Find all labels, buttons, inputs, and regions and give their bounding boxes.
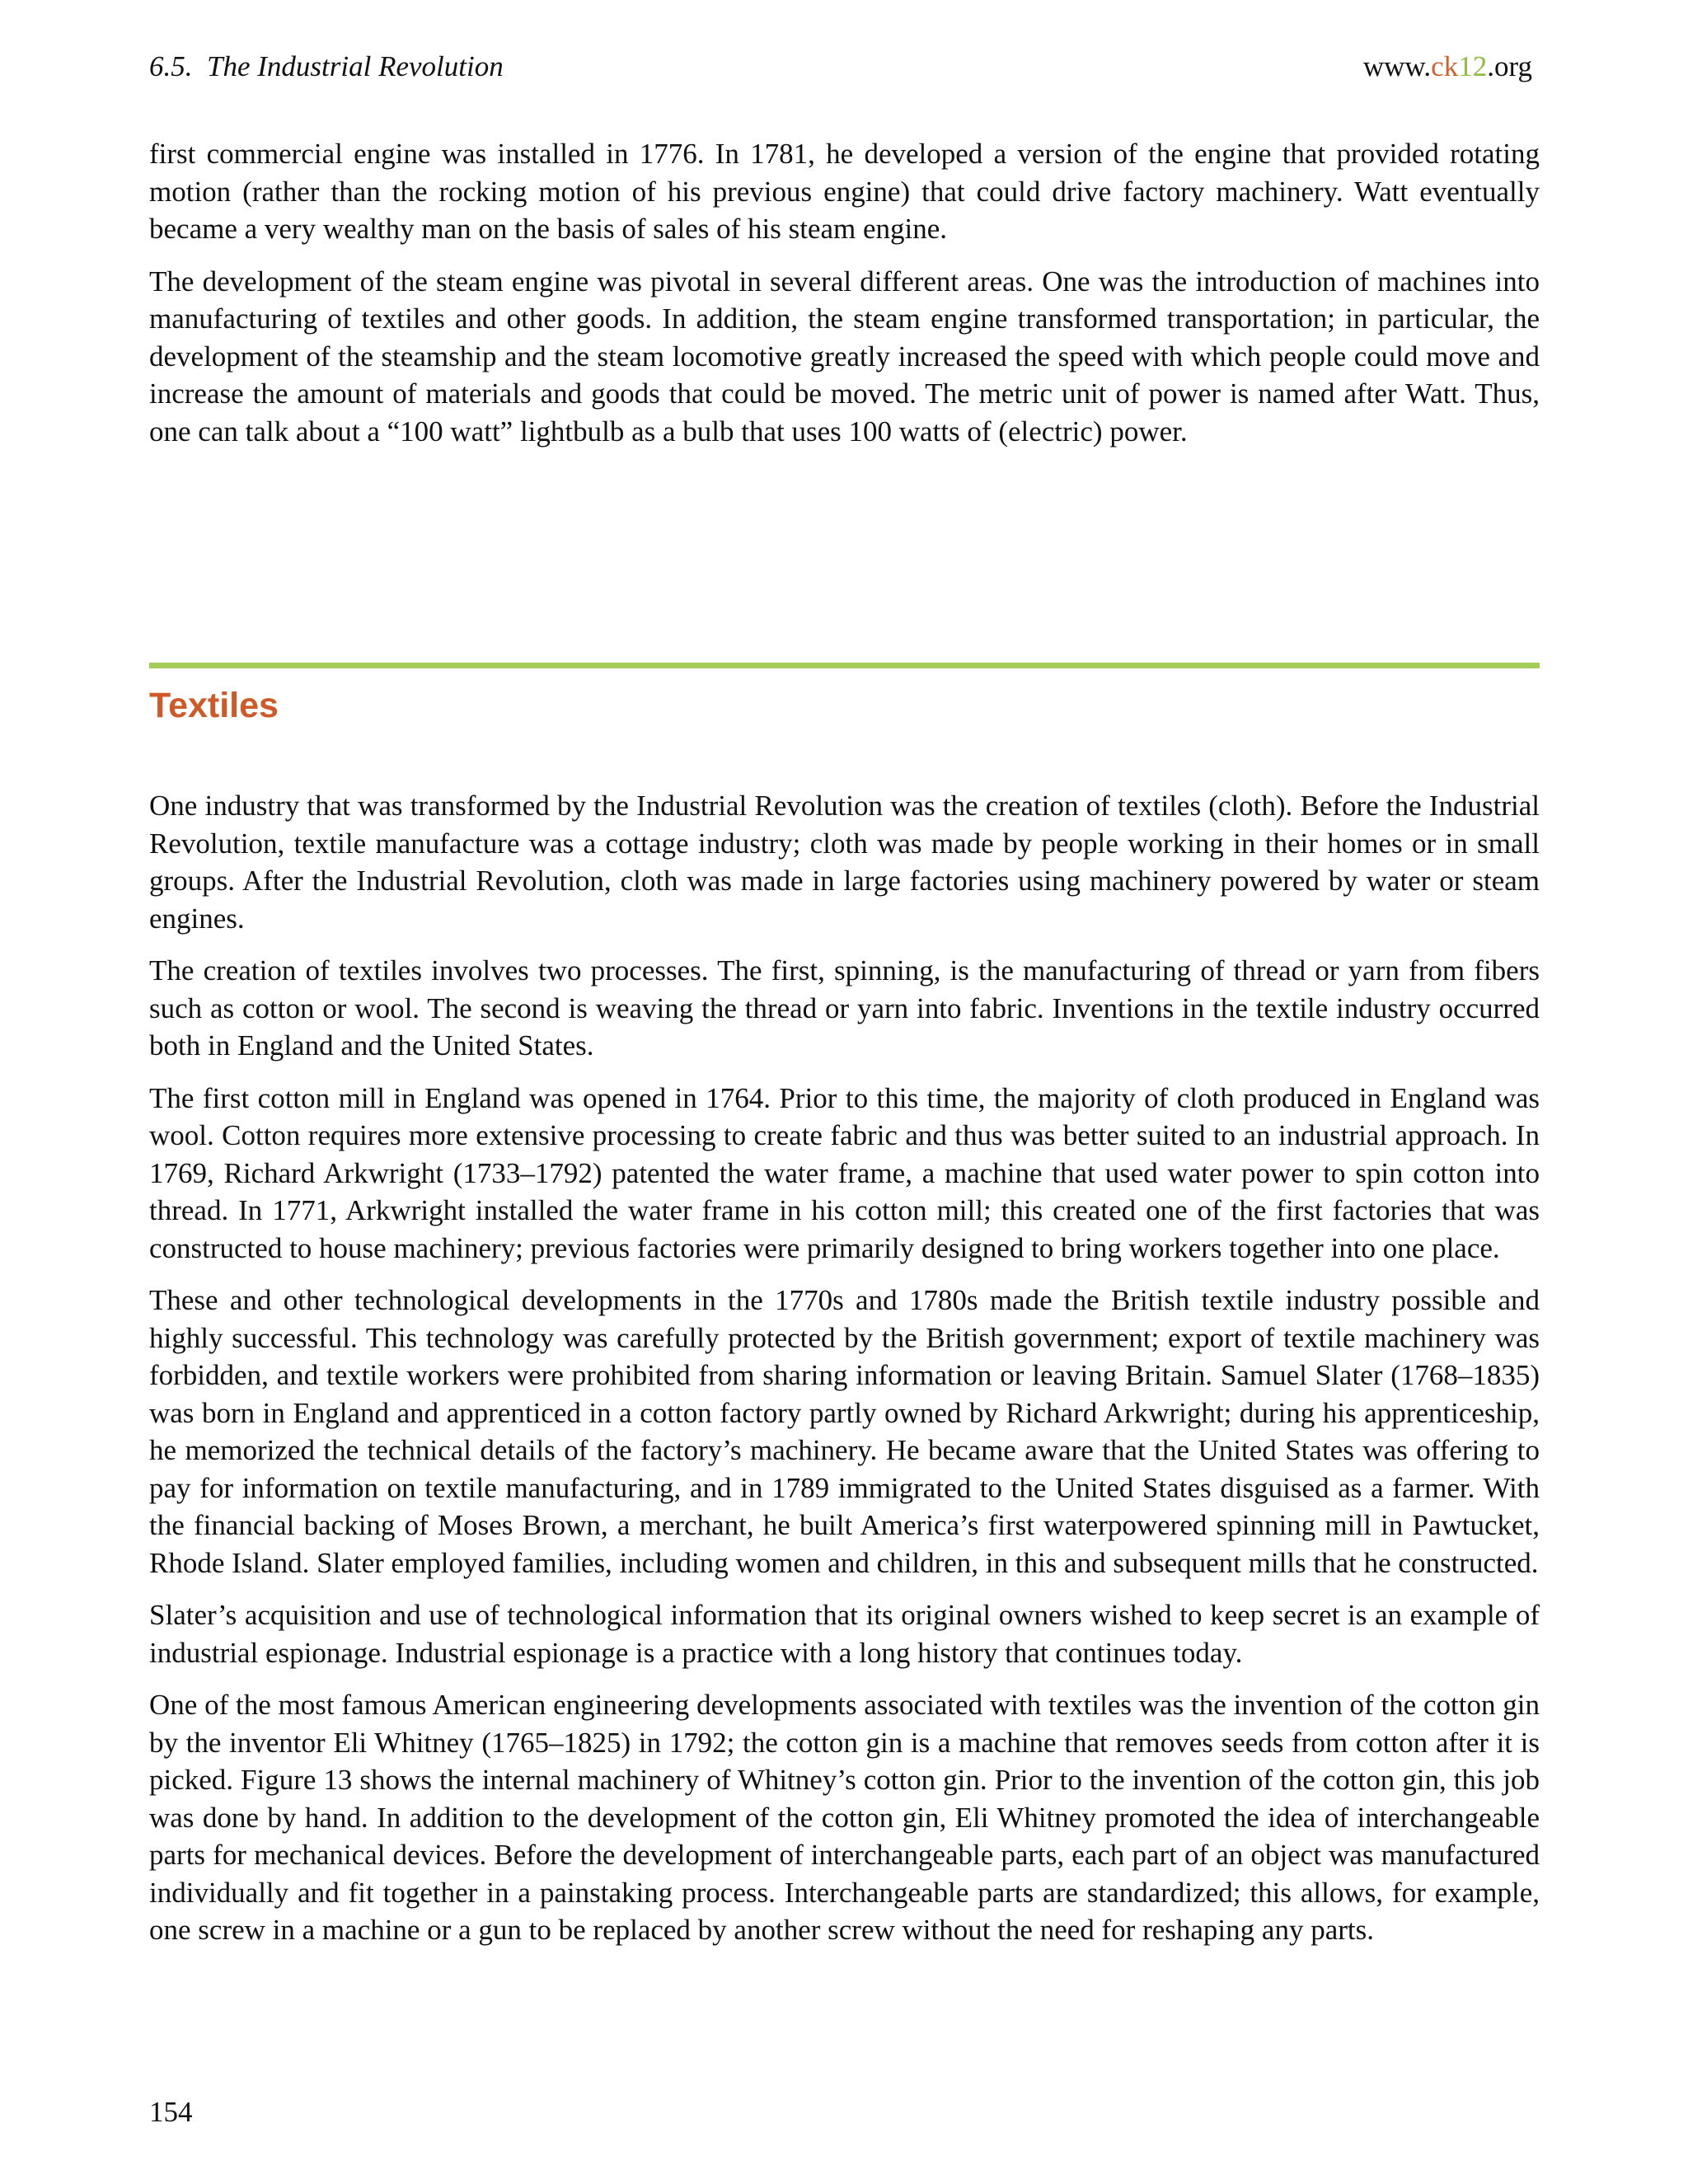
site-url-prefix: www. — [1362, 50, 1432, 82]
paragraph: The development of the steam engine was pivotal in several different areas. One was the introduction of machines into manufacturing of textiles and other goods. In addition, the steam engine transformed transportation; in particular, the development of the steamship and the steam locomotive greatly increased the speed with which people could move and increase the amount of materials and goods that could be moved. The metric unit of power is named after Watt. Thus, one can talk about a “100 watt” lightbulb as a bulb that uses 100 watts of (electric) power. — [149, 265, 1540, 448]
paragraph: One industry that was transformed by the Industrial Revolution was the creation of textiles (cloth). Before the Industrial Revolution, textile manufacture was a cottage industry; cloth was made by people working in their homes or in small groups. After the Industrial Revolution, cloth was made in large factories using machinery powered by water or steam engines. — [149, 790, 1540, 935]
page-number: 154 — [149, 2096, 193, 2128]
paragraph: The creation of textiles involves two processes. The first, spinning, is the manufacturing of thread or yarn from fibers such as cotton or wool. The second is weaving the thread or yarn into fabric. Inventions in the textile industry occurred both in England and the United States. — [149, 954, 1540, 1062]
intro-text — [149, 135, 1540, 465]
site-url-12: 12 — [1458, 50, 1488, 82]
paragraph: The first cotton mill in England was opened in 1764. Prior to this time, the majority of cloth produced in England was wool. Cotton requires more extensive processing to create fabric and thus was better suited to an industrial approach. In 1769, Richard Arkwright (1733–1792) patented the water frame, a machine that used water power to spin cotton into thread. In 1771, Arkwright installed the water frame in his cotton mill; this created one of the first factories that was constructed to house machinery; previous factories were primarily designed to bring workers together into one place. — [149, 1081, 1540, 1264]
site-url-suffix: .org — [1487, 50, 1532, 82]
section-divider — [149, 663, 1540, 668]
paragraph: These and other technological developments in the 1770s and 1780s made the British textile industry possible and highly successful. This technology was carefully protected by the British government; export of textile machinery was forbidden, and textile workers were prohibited from sharing information or leaving Britain. Samuel Slater (1768–1835) was born in England and apprenticed in a cotton factory partly owned by Richard Arkwright; during his apprenticeship, he memorized the technical details of the factory’s machinery. He became aware that the United States was offering to pay for information on textile manufacturing, and in 1789 immigrated to the United States disguised as a farmer. With the financial backing of Moses Brown, a merchant, he built America’s first waterpowered spinning mill in Pawtucket, Rhode Island. Slater employed families, including women and children, in this and subsequent mills that he constructed. — [149, 1284, 1540, 1579]
site-url-ck: ck — [1431, 50, 1459, 82]
running-header — [149, 48, 1532, 86]
site-url — [1363, 48, 1532, 86]
chapter-title: 6.5. The Industrial Revolution — [149, 50, 504, 82]
section-heading: Textiles — [149, 686, 279, 725]
section-body — [149, 787, 1540, 1964]
paragraph: first commercial engine was installed in 1776. In 1781, he developed a version of the engine that provided rotating motion (rather than the rocking motion of his previous engine) that could drive factory machinery. Watt eventually became a very wealthy man on the basis of sales of his steam engine. — [149, 138, 1540, 245]
paragraph: Slater’s acquisition and use of technological information that its original owners wished to keep secret is an example of industrial espionage. Industrial espionage is a practice with a long history that continues today. — [149, 1599, 1540, 1669]
paragraph: One of the most famous American engineering developments associated with textiles was the invention of the cotton gin by the inventor Eli Whitney (1765–1825) in 1792; the cotton gin is a machine that removes seeds from cotton after it is picked. Figure 13 shows the internal machinery of Whitney’s cotton gin. Prior to the invention of the cotton gin, this job was done by hand. In addition to the development of the cotton gin, Eli Whitney promoted the idea of interchangeable parts for mechanical devices. Before the development of interchangeable parts, each part of an object was manufactured individually and fit together in a painstaking process. Interchangeable parts are standardized; this allows, for example, one screw in a machine or a gun to be replaced by another screw without the need for reshaping any parts. — [149, 1689, 1540, 1946]
